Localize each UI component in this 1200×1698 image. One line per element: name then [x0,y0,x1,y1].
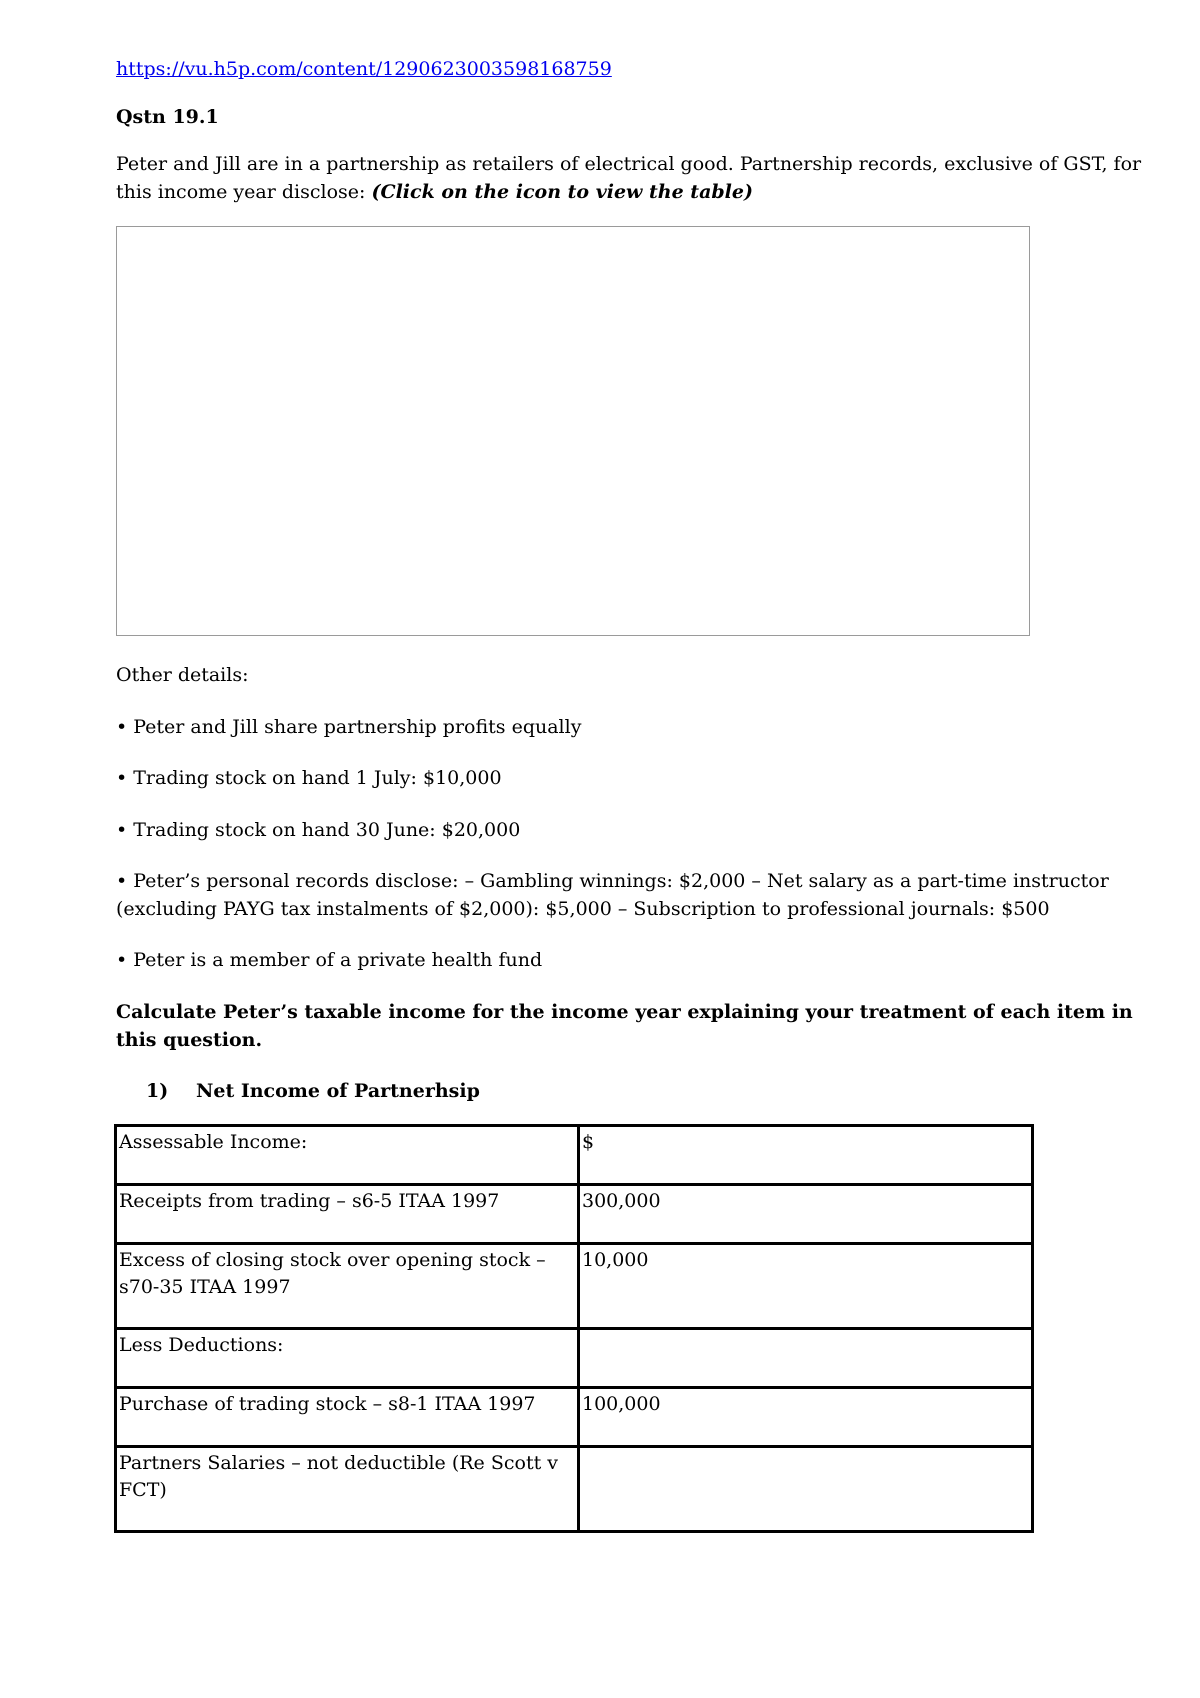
row-label: Partners Salaries – not deductible (Re Scott v FCT) [116,1446,579,1531]
other-details-list [116,662,1150,975]
bullet-profit-share: • Peter and Jill share partnership profits equally [116,715,582,738]
table-row [116,1125,1033,1184]
task-instruction: Calculate Peter’s taxable income for the income year explaining your treatment of each item in this question. [116,1001,1133,1051]
row-value: 300,000 [579,1184,1033,1243]
row-label: Assessable Income: [116,1125,579,1184]
row-value: $ [579,1125,1033,1184]
question-title: Qstn 19.1 [116,105,219,128]
table-row [116,1446,1033,1531]
row-label: Excess of closing stock over opening stock – s70-35 ITAA 1997 [116,1243,579,1328]
intro-emphasis: (Click on the icon to view the table) [371,180,753,203]
document-page [116,56,1150,1533]
row-value: 100,000 [579,1387,1033,1446]
row-value: 10,000 [579,1243,1033,1328]
embedded-table-frame[interactable] [116,226,1030,636]
row-label: Purchase of trading stock – s8-1 ITAA 1997 [116,1387,579,1446]
h5p-content-link[interactable]: https://vu.h5p.com/content/1290623003598168759 [116,58,612,80]
section-title: Net Income of Partnerhsip [196,1080,480,1103]
row-label: Less Deductions: [116,1328,579,1387]
section-number: 1) [146,1080,169,1103]
row-value [579,1328,1033,1387]
section-heading [116,1078,1150,1106]
bullet-closing-stock: • Trading stock on hand 30 June: $20,000 [116,818,521,841]
other-details-label: Other details: [116,664,249,687]
row-label: Receipts from trading – s6-5 ITAA 1997 [116,1184,579,1243]
bullet-personal-records: • Peter’s personal records disclose: – Gambling winnings: $2,000 – Net salary as a part-time instructor (excluding PAYG tax instalments of $2,000): $5,000 – Subscription to professional journals: $500 [116,870,1109,920]
row-value [579,1446,1033,1531]
partnership-income-table [114,1124,1034,1533]
intro-text: Peter and Jill are in a partnership as retailers of electrical good. Partnership records, exclusive of GST, for this income year disclose: [116,153,1142,203]
table-row [116,1387,1033,1446]
table-row [116,1243,1033,1328]
bullet-opening-stock: • Trading stock on hand 1 July: $10,000 [116,767,502,790]
table-row [116,1184,1033,1243]
table-row [116,1328,1033,1387]
intro-paragraph [116,151,1150,206]
bullet-health-fund: • Peter is a member of a private health fund [116,949,543,972]
